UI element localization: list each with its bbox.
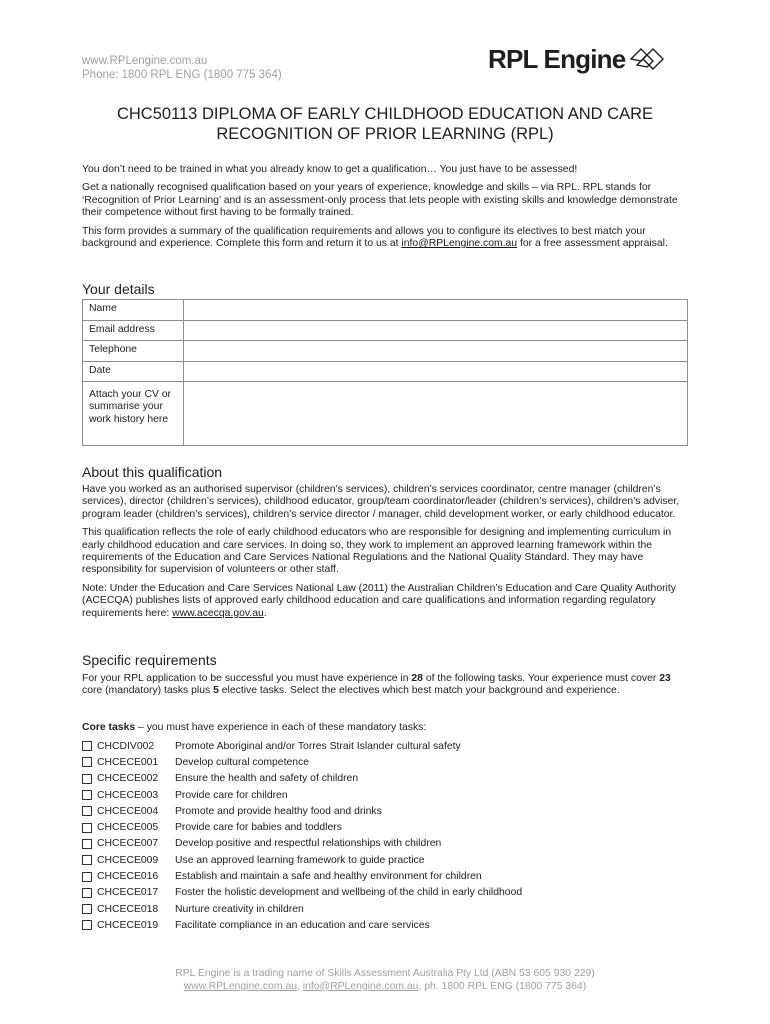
checkbox[interactable]	[82, 757, 92, 767]
about-paragraph-3: Note: Under the Education and Care Services National Law (2011) the Australian Children’s Education and Care Quality Authority (ACECQA) publishes lists of approved early childhood education and care qualifications and information regarding regulatory requirements here: www.acecqa.gov.au.	[82, 582, 676, 619]
checkbox[interactable]	[82, 888, 92, 898]
checkbox[interactable]	[82, 904, 92, 914]
unit-code: CHCECE002	[97, 773, 159, 785]
header-website[interactable]: www.RPLengine.com.au	[82, 55, 208, 67]
footer-email-link[interactable]: info@RPLengine.com.au	[302, 980, 419, 992]
unit-code: CHCECE007	[97, 838, 159, 850]
header-contact	[82, 54, 282, 82]
checkbox[interactable]	[82, 855, 92, 865]
core-task-item[interactable]	[82, 852, 692, 868]
title-line-2: RECOGNITION OF PRIOR LEARNING (RPL)	[216, 125, 554, 143]
date-label: Date	[83, 362, 184, 382]
footer-company-line: RPL Engine is a trading name of Skills Assessment Australia Pty Ltd (ABN 53 605 930 229)	[175, 968, 595, 979]
core-task-item[interactable]	[82, 771, 692, 787]
name-field[interactable]	[184, 300, 688, 321]
email-label: Email address	[83, 321, 184, 341]
title-line-1: CHC50113 DIPLOMA OF EARLY CHILDHOOD EDUCATION AND CARE	[116, 105, 654, 123]
your-details-table	[82, 299, 688, 446]
about-paragraph-2: This qualification reflects the role of early childhood educators who are responsible for designing and implementing curriculum in early childhood education and care services. In doing so, they work to implement an approved learning framework within the requirements of the Education and Care Services National Regulations and the National Quality Standard. They may have responsibility for supervision of volunteers or other staff.	[82, 527, 672, 576]
unit-code: CHCECE001	[97, 756, 159, 768]
rpl-engine-logo	[488, 42, 667, 76]
unit-code: CHCECE018	[97, 903, 159, 915]
unit-title: Establish and maintain a safe and healthy environment for children	[175, 871, 482, 883]
core-task-item[interactable]	[82, 819, 692, 835]
unit-title: Use an approved learning framework to guide practice	[175, 854, 425, 866]
document-title	[82, 104, 688, 144]
unit-code: CHCECE016	[97, 871, 159, 883]
core-tasks-count: 23	[659, 673, 671, 684]
core-task-item[interactable]	[82, 738, 692, 754]
checkbox[interactable]	[82, 741, 92, 751]
intro-paragraph-1: You don’t need to be trained in what you already know to get a qualification… You just have to be assessed!	[82, 164, 578, 175]
cv-field[interactable]	[184, 382, 688, 446]
date-field[interactable]	[184, 362, 688, 382]
unit-title: Provide care for children	[175, 789, 288, 801]
requirements-paragraph: For your RPL application to be successful you must have experience in 28 of the following tasks. Your experience must cover 23 core (mandatory) tasks plus 5 elective tasks. Select the electives which best match your background and experience.	[82, 673, 671, 697]
intro-paragraph-2: Get a nationally recognised qualification based on your years of experience, knowledge and skills – via RPL. RPL stands for ‘Recognition of Prior Learning’ and is an assessment-only process that lets people with existing skills and knowledge demonstrate their competence without first having to be formally trained.	[82, 182, 678, 219]
checkbox[interactable]	[82, 920, 92, 930]
page-footer	[82, 968, 688, 993]
checkbox[interactable]	[82, 872, 92, 882]
unit-code: CHCECE009	[97, 854, 159, 866]
unit-title: Foster the holistic development and wellbeing of the child in early childhood	[175, 887, 523, 899]
intro-paragraph-3: This form provides a summary of the qualification requirements and allows you to configure its electives to best match your background and experience. Complete this form and return it to us at info@RPLengine.com.au for a free assessment appraisal.	[82, 225, 668, 250]
unit-code: CHCECE017	[97, 887, 159, 899]
total-tasks-count: 28	[411, 673, 423, 684]
checkbox[interactable]	[82, 839, 92, 849]
unit-title: Promote and provide healthy food and drinks	[175, 805, 382, 817]
telephone-label: Telephone	[83, 341, 184, 362]
about-paragraph-1: Have you worked as an authorised supervisor (children’s services), children’s services coordinator, centre manager (children’s services), director (children’s services), childhood educator, group/team coordinator/leader (children’s services), children’s adviser, program leader (children’s services), children’s service director / manager, child development worker, or early childhood educator.	[82, 484, 680, 520]
name-label: Name	[83, 300, 184, 321]
core-task-item[interactable]	[82, 885, 692, 901]
unit-code: CHCECE004	[97, 805, 159, 817]
about-section	[82, 484, 692, 626]
acecqa-link[interactable]: www.acecqa.gov.au	[172, 607, 264, 619]
core-task-item[interactable]	[82, 917, 692, 933]
core-task-list	[82, 738, 692, 934]
unit-title: Develop cultural competence	[175, 756, 309, 768]
specific-requirements-heading: Specific requirements	[82, 652, 217, 668]
intro-section	[82, 164, 692, 256]
email-field[interactable]	[184, 321, 688, 341]
core-tasks-heading: Core tasks – you must have experience in each of these mandatory tasks:	[82, 722, 427, 733]
core-task-item[interactable]	[82, 787, 692, 803]
footer-website-link[interactable]: www.RPLengine.com.au	[183, 980, 297, 992]
core-task-item[interactable]	[82, 836, 692, 852]
about-heading: About this qualification	[82, 464, 223, 480]
chevron-logo-icon	[627, 42, 667, 76]
name-input[interactable]	[184, 300, 687, 317]
core-task-item[interactable]	[82, 901, 692, 917]
logo-text: RPL Engine	[488, 43, 626, 74]
unit-code: CHCECE003	[97, 789, 159, 801]
date-input[interactable]	[184, 362, 687, 379]
your-details-heading: Your details	[82, 281, 155, 297]
unit-title: Promote Aboriginal and/or Torres Strait Islander cultural safety	[175, 740, 461, 752]
info-email-link[interactable]: info@RPLengine.com.au	[401, 238, 518, 250]
unit-title: Nurture creativity in children	[175, 903, 304, 915]
telephone-input[interactable]	[184, 341, 687, 358]
checkbox[interactable]	[82, 774, 92, 784]
cv-label: Attach your CV or summarise your work history here	[83, 382, 184, 446]
telephone-field[interactable]	[184, 341, 688, 362]
unit-title: Develop positive and respectful relationships with children	[175, 838, 442, 850]
elective-tasks-count: 5	[213, 685, 219, 697]
unit-code: CHCDIV002	[97, 740, 155, 752]
checkbox[interactable]	[82, 806, 92, 816]
email-input[interactable]	[184, 321, 687, 338]
footer-contact-line: www.RPLengine.com.au, info@RPLengine.com.au, ph. 1800 RPL ENG (1800 775 364)	[183, 980, 587, 992]
unit-title: Ensure the health and safety of children	[175, 773, 359, 785]
header-phone: Phone: 1800 RPL ENG (1800 775 364)	[82, 69, 282, 81]
core-task-item[interactable]	[82, 803, 692, 819]
unit-code: CHCECE005	[97, 822, 159, 834]
checkbox[interactable]	[82, 823, 92, 833]
core-task-item[interactable]	[82, 754, 692, 770]
checkbox[interactable]	[82, 790, 92, 800]
unit-title: Facilitate compliance in an education and care services	[175, 919, 430, 931]
unit-title: Provide care for babies and toddlers	[175, 822, 342, 834]
core-task-item[interactable]	[82, 868, 692, 884]
unit-code: CHCECE019	[97, 919, 159, 931]
